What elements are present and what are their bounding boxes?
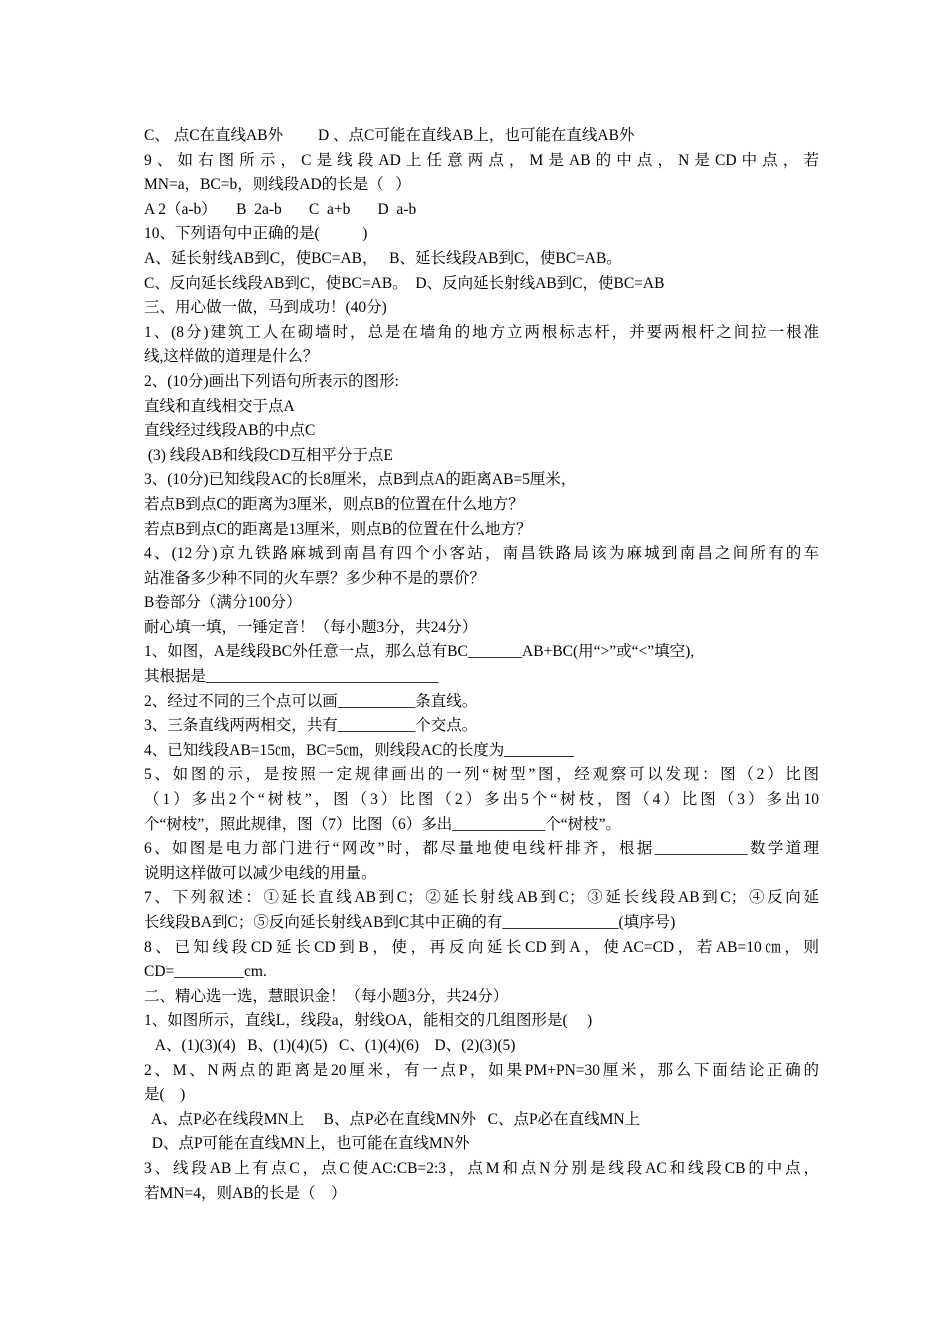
text-line: (3) 线段AB和线段CD互相平分于点E — [144, 446, 393, 464]
text-line: 直线和直线相交于点A — [144, 397, 295, 415]
text-line: 2、M、N两点的距离是20厘米，有一点P，如果PM+PN=30厘米，那么下面结论正确的 — [144, 1061, 819, 1079]
document-page — [144, 124, 819, 1206]
text-line: C、反向延长线段AB到C，使BC=AB。 D、反向延长射线AB到C，使BC=AB — [144, 274, 665, 292]
text-line: 2、(10分)画出下列语句所表示的图形: — [144, 372, 399, 390]
text-line: 是( ) — [144, 1086, 186, 1104]
text-line: 1、如图所示，直线L，线段a，射线OA，能相交的几组图形是( ) — [144, 1012, 593, 1030]
text-line: 直线经过线段AB的中点C — [144, 422, 316, 440]
text-line: CD=_________cm. — [144, 963, 267, 981]
text-line: 1、(8分)建筑工人在砌墙时，总是在墙角的地方立两根标志杆，并要两根杆之间拉一根准 — [144, 323, 819, 341]
text-line: 其根据是______________________________ — [144, 668, 439, 686]
text-line: 3、(10分)已知线段AC的长8厘米，点B到点A的距离AB=5厘米， — [144, 471, 577, 489]
text-line: 3、三条直线两两相交，共有__________个交点。 — [144, 717, 478, 735]
text-line: 2、经过不同的三个点可以画__________条直线。 — [144, 692, 478, 710]
text-line: A、(1)(3)(4) B、(1)(4)(5) C、(1)(4)(6) D、(2)(3)(5) — [144, 1036, 516, 1054]
text-line: MN=a，BC=b，则线段AD的长是（ ） — [144, 176, 411, 194]
text-line: 二、精心选一选，慧眼识金！（每小题3分，共24分） — [144, 987, 509, 1005]
text-line: A、点P必在线段MN上 B、点P必在直线MN外 C、点P必在直线MN上 — [144, 1110, 641, 1128]
text-line: 7、下列叙述：①延长直线AB到C；②延长射线AB到C；③延长线段AB到C；④反向延 — [144, 889, 819, 907]
text-line: D、点P可能在直线MN上，也可能在直线MN外 — [144, 1135, 470, 1153]
text-line: 说明这样做可以减少电线的用量。 — [144, 864, 377, 882]
text-line: 10、下列语句中正确的是( ) — [144, 225, 368, 243]
text-line: 8、已知线段CD延长CD到B，使，再反向延长CD到A，使AC=CD，若AB=10㎝，则 — [144, 938, 819, 956]
text-line: C、 点C在直线AB外 D 、点C可能在直线AB上，也可能在直线AB外 — [144, 127, 635, 144]
text-line: 长线段BA到C；⑤反向延长射线AB到C其中正确的有_______________(填序号) — [144, 914, 676, 931]
text-line: 三、用心做一做，马到成功！(40分) — [144, 299, 387, 317]
text-line: 5、如图的示，是按照一定规律画出的一列“树型”图，经观察可以发现：图（2）比图 — [144, 766, 819, 784]
text-line: 9、如右图所示，C是线段AD上任意两点，M是AB的中点，N是CD中点，若 — [144, 151, 819, 169]
text-line: 个“树枝”，照此规律，图（7）比图（6）多出____________个“树枝”。 — [144, 815, 622, 833]
text-line: （1）多出2个“树枝”，图（3）比图（2）多出5个“树枝，图（4）比图（3）多出10 — [144, 791, 819, 809]
text-line: 4、(12分)京九铁路麻城到南昌有四个小客站，南昌铁路局该为麻城到南昌之间所有的车 — [144, 545, 819, 563]
text-line: 4、已知线段AB=15㎝，BC=5㎝，则线段AC的长度为_________ — [144, 741, 574, 759]
text-line: 若点B到点C的距离是13厘米，则点B的位置在什么地方？ — [144, 520, 532, 538]
text-line: 站准备多少种不同的火车票？多少种不是的票价？ — [144, 569, 486, 587]
text-line: 1、如图，A是线段BC外任意一点，那么总有BC_______AB+BC(用“>”或“<”填空), — [144, 643, 695, 661]
text-line: 线,这样做的道理是什么？ — [144, 348, 319, 366]
text-line: 若点B到点C的距离为3厘米，则点B的位置在什么地方？ — [144, 495, 524, 513]
text-line: B卷部分（满分100分） — [144, 594, 302, 612]
text-line: A、延长射线AB到C，使BC=AB， B、延长线段AB到C，使BC=AB。 — [144, 249, 622, 267]
text-line: 3、线段AB上有点C，点C使AC:CB=2:3，点M和点N分别是线段AC和线段CB的中点， — [144, 1159, 819, 1177]
text-line: 耐心填一填，一锤定音！（每小题3分，共24分） — [144, 618, 478, 636]
text-line: 6、如图是电力部门进行“网改”时，都尽量地使电线杆排齐，根据____________数学道理 — [144, 840, 819, 858]
text-line: A 2（a-b） B 2a-b C a+b D a-b — [144, 200, 417, 218]
text-line: 若MN=4，则AB的长是（ ） — [144, 1184, 347, 1202]
